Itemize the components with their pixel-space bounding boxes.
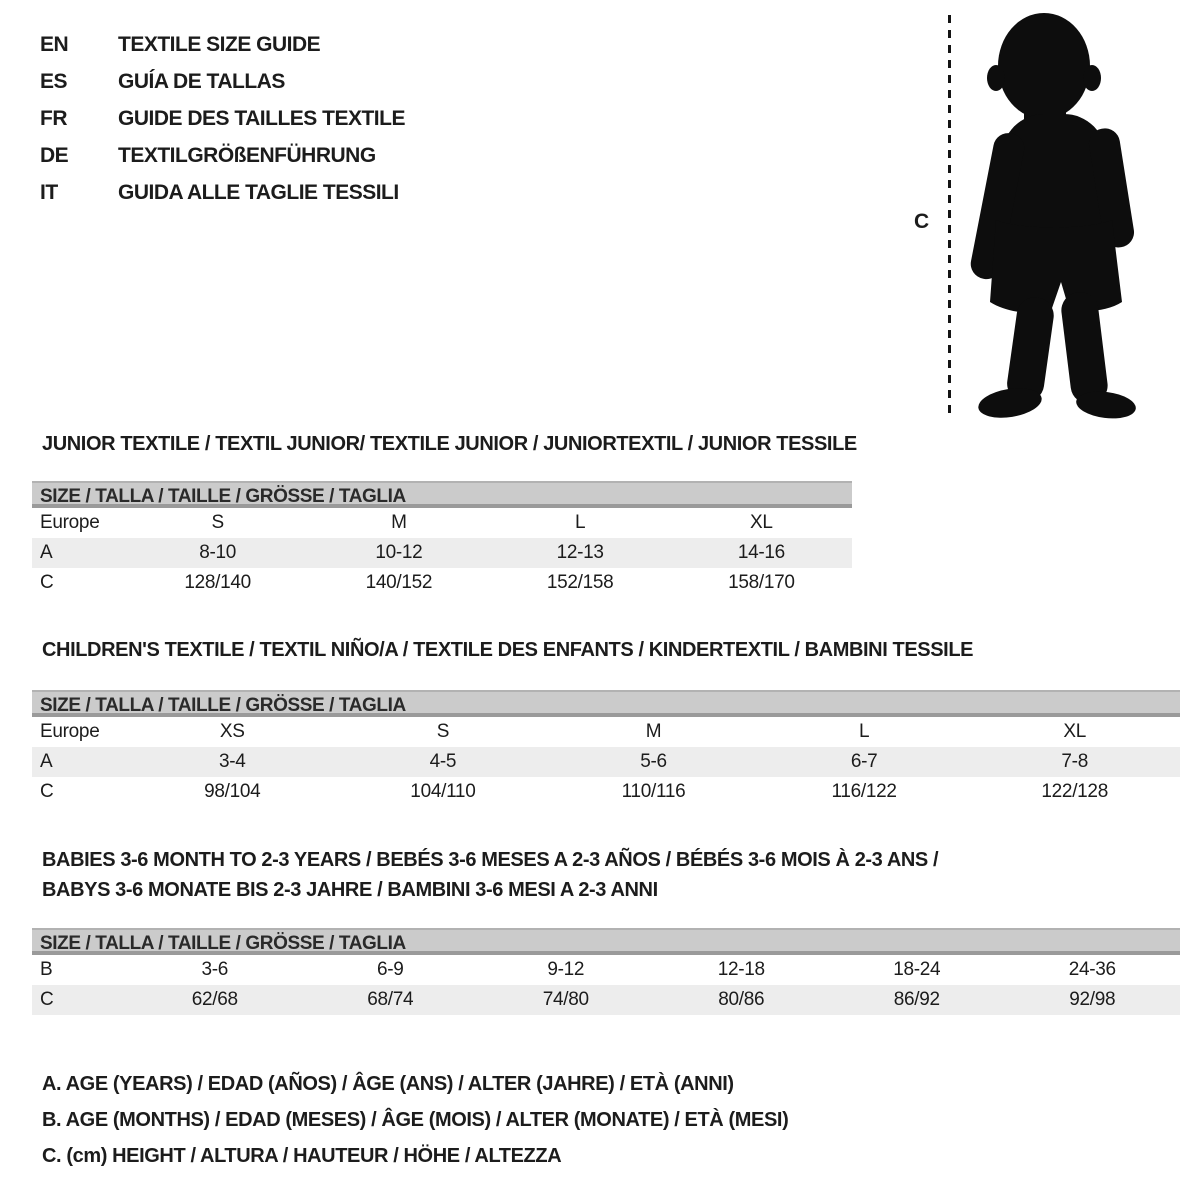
age-value: 5-6 bbox=[640, 751, 667, 772]
age-value: 10-12 bbox=[375, 542, 423, 563]
junior-section-title: JUNIOR TEXTILE / TEXTIL JUNIOR/ TEXTILE JUNIOR / JUNIORTEXTIL / JUNIOR TESSILE bbox=[42, 433, 857, 455]
toddler-shorts bbox=[990, 220, 1122, 313]
measurement-legend bbox=[42, 1066, 788, 1174]
language-code: FR bbox=[40, 106, 67, 130]
age-value: 12-13 bbox=[556, 542, 604, 563]
height-measure-dashed-line bbox=[948, 15, 951, 415]
height-value: 68/74 bbox=[367, 989, 414, 1010]
language-code: EN bbox=[40, 32, 69, 56]
language-title-list bbox=[40, 26, 405, 211]
size-value: XS bbox=[219, 721, 245, 742]
language-row-en bbox=[40, 26, 405, 63]
legend-line-a: A. AGE (YEARS) / EDAD (AÑOS) / ÂGE (ANS) / ALTER (JAHRE) / ETÀ (ANNI) bbox=[42, 1073, 734, 1095]
language-title: GUIDE DES TAILLES TEXTILE bbox=[118, 106, 405, 130]
height-value: 62/68 bbox=[191, 989, 238, 1010]
language-code: DE bbox=[40, 143, 69, 167]
row-label: C bbox=[40, 989, 54, 1010]
babies-row-height bbox=[32, 985, 1180, 1015]
months-value: 9-12 bbox=[547, 959, 585, 980]
height-value: 92/98 bbox=[1069, 989, 1116, 1010]
children-row-height bbox=[32, 777, 1180, 807]
size-value: S bbox=[211, 512, 224, 533]
height-value: 122/128 bbox=[1041, 781, 1108, 802]
row-label: Europe bbox=[40, 512, 100, 533]
age-value: 4-5 bbox=[429, 751, 457, 772]
size-value: XL bbox=[1063, 721, 1087, 742]
language-row-es bbox=[40, 63, 405, 100]
language-title: GUIDA ALLE TAGLIE TESSILI bbox=[118, 180, 399, 204]
height-measure-label: C bbox=[914, 210, 930, 233]
row-label: A bbox=[40, 542, 53, 563]
language-title: TEXTILE SIZE GUIDE bbox=[118, 32, 321, 56]
height-value: 74/80 bbox=[542, 989, 589, 1010]
size-value: S bbox=[436, 721, 450, 742]
age-value: 8-10 bbox=[199, 542, 237, 563]
height-value: 116/122 bbox=[831, 781, 897, 802]
height-value: 98/104 bbox=[204, 781, 261, 802]
size-value: XL bbox=[750, 512, 773, 533]
size-value: M bbox=[391, 512, 407, 533]
children-section-title: CHILDREN'S TEXTILE / TEXTIL NIÑO/A / TEXTILE DES ENFANTS / KINDERTEXTIL / BAMBINI TESSILE bbox=[42, 639, 974, 661]
junior-row-europe bbox=[32, 508, 852, 538]
language-title: TEXTILGRÖßENFÜHRUNG bbox=[118, 143, 376, 167]
row-label: C bbox=[40, 572, 54, 593]
babies-section-title bbox=[42, 845, 938, 905]
babies-title-line2: BABYS 3-6 MONATE BIS 2-3 JAHRE / BAMBINI 3-6 MESI A 2-3 ANNI bbox=[42, 879, 658, 901]
babies-row-months bbox=[32, 955, 1180, 985]
language-title: GUÍA DE TALLAS bbox=[118, 69, 285, 93]
size-value: L bbox=[574, 512, 586, 533]
height-value: 140/152 bbox=[365, 572, 433, 593]
children-size-table bbox=[32, 690, 1180, 807]
babies-table-size-header: SIZE / TALLA / TAILLE / GRÖSSE / TAGLIA bbox=[32, 928, 1180, 955]
size-value: L bbox=[858, 721, 870, 742]
age-value: 7-8 bbox=[1061, 751, 1088, 772]
months-value: 3-6 bbox=[201, 959, 229, 980]
months-value: 6-9 bbox=[376, 959, 404, 980]
children-table-size-header: SIZE / TALLA / TAILLE / GRÖSSE / TAGLIA bbox=[32, 690, 1180, 717]
months-value: 24-36 bbox=[1068, 959, 1116, 980]
babies-title-line1: BABIES 3-6 MONTH TO 2-3 YEARS / BEBÉS 3-6 MESES A 2-3 AÑOS / BÉBÉS 3-6 MOIS À 2-3 ANS / bbox=[42, 849, 939, 871]
row-label: A bbox=[40, 751, 53, 772]
toddler-silhouette bbox=[966, 12, 1146, 420]
children-row-age bbox=[32, 747, 1180, 777]
age-value: 6-7 bbox=[850, 751, 878, 772]
language-code: ES bbox=[40, 69, 68, 93]
toddler-leg-left bbox=[1005, 295, 1056, 404]
height-value: 110/116 bbox=[621, 781, 686, 802]
junior-row-height bbox=[32, 568, 852, 598]
legend-line-c: C. (cm) HEIGHT / ALTURA / HAUTEUR / HÖHE / ALTEZZA bbox=[42, 1145, 562, 1167]
height-value: 158/170 bbox=[728, 572, 795, 593]
language-code: IT bbox=[40, 180, 58, 204]
language-row-de bbox=[40, 137, 405, 174]
junior-size-table bbox=[32, 481, 852, 598]
height-value: 152/158 bbox=[546, 572, 614, 593]
size-value: M bbox=[645, 721, 662, 742]
height-value: 128/140 bbox=[184, 572, 251, 593]
toddler-ear-left bbox=[987, 65, 1005, 91]
language-row-fr bbox=[40, 100, 405, 137]
age-value: 3-4 bbox=[219, 751, 246, 772]
legend-line-b: B. AGE (MONTHS) / EDAD (MESES) / ÂGE (MOIS) / ALTER (MONATE) / ETÀ (MESI) bbox=[42, 1109, 789, 1131]
junior-table-size-header: SIZE / TALLA / TAILLE / GRÖSSE / TAGLIA bbox=[32, 481, 852, 508]
months-value: 12-18 bbox=[717, 959, 765, 980]
row-label: C bbox=[40, 781, 54, 802]
row-label: Europe bbox=[40, 721, 100, 742]
months-value: 18-24 bbox=[893, 959, 941, 980]
junior-row-age bbox=[32, 538, 852, 568]
row-label: B bbox=[40, 959, 53, 980]
toddler-ear-right bbox=[1083, 65, 1101, 91]
height-value: 80/86 bbox=[718, 989, 765, 1010]
babies-size-table bbox=[32, 928, 1180, 1015]
height-value: 104/110 bbox=[410, 781, 476, 802]
height-value: 86/92 bbox=[893, 989, 940, 1010]
toddler-head bbox=[998, 13, 1090, 119]
children-row-europe bbox=[32, 717, 1180, 747]
language-row-it bbox=[40, 174, 405, 211]
age-value: 14-16 bbox=[737, 542, 785, 563]
